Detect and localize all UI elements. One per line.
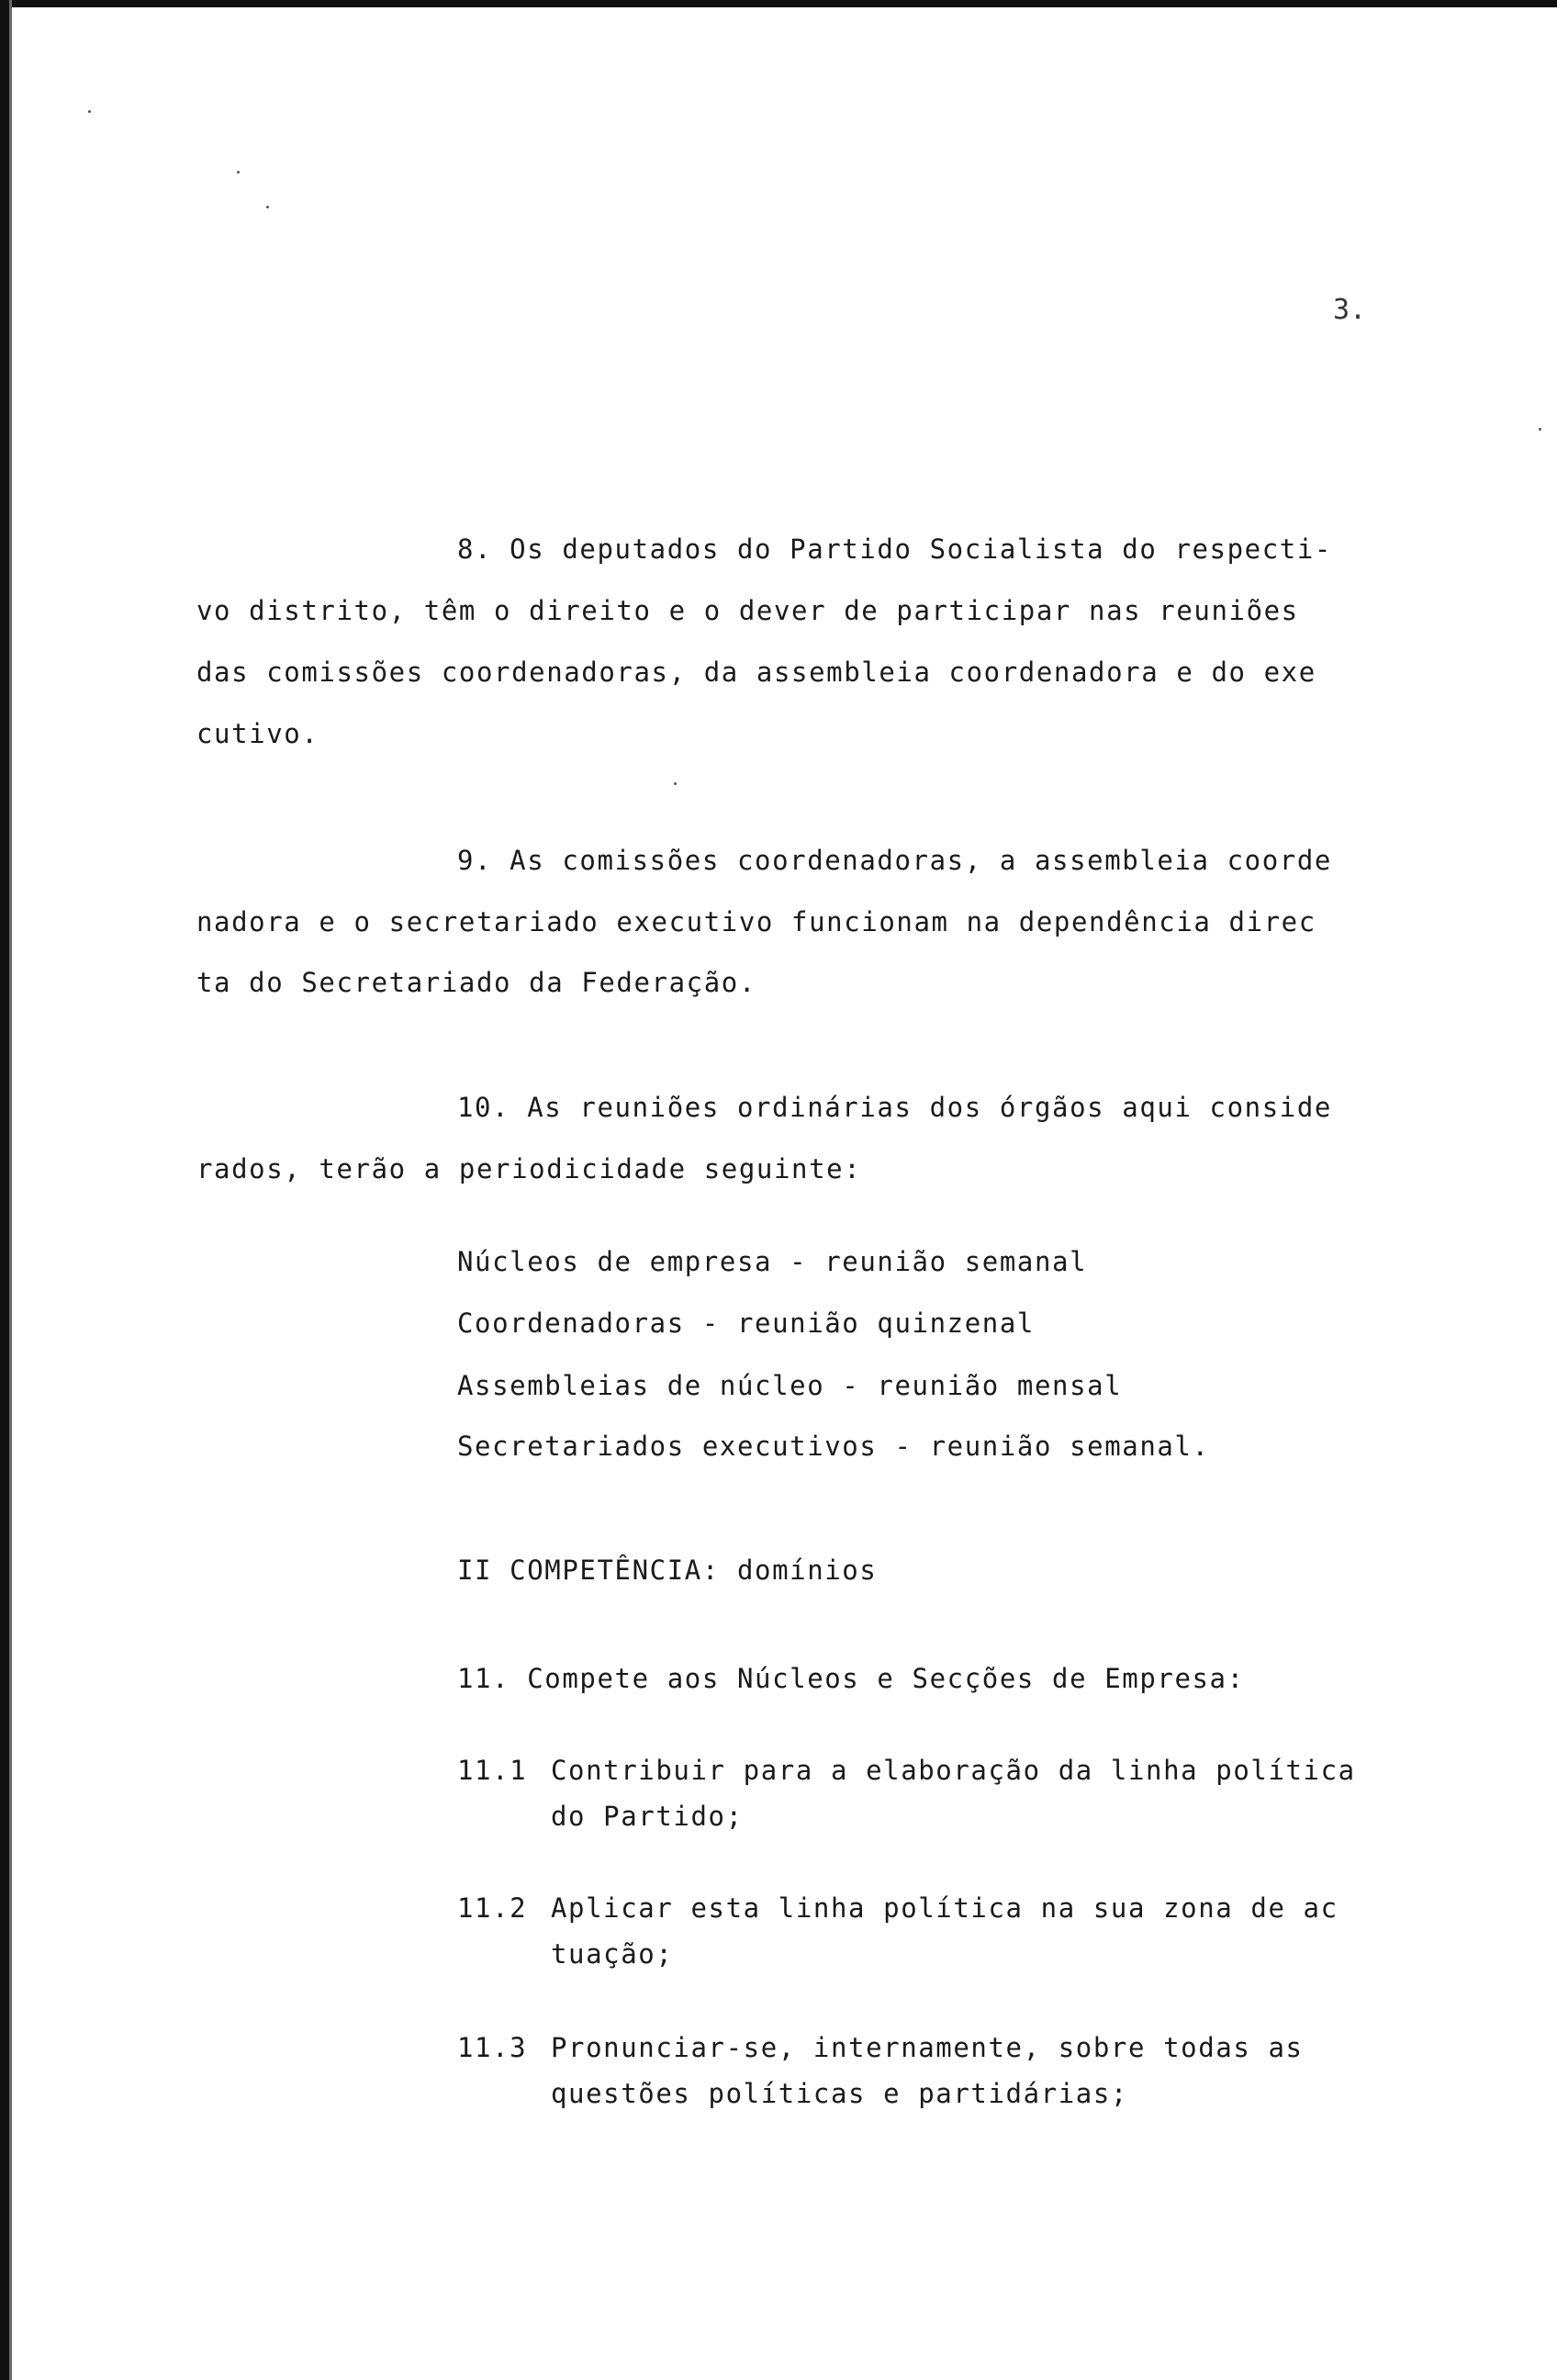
paragraph-8-line-2: vo distrito, têm o direito e o dever de participar nas reuniões (196, 595, 1299, 626)
schedule-item: Coordenadoras - reunião quinzenal (457, 1308, 1035, 1339)
scan-speck (88, 110, 91, 113)
subitem-number: 11.1 (457, 1755, 528, 1786)
paragraph-9-line-2: nadora e o secretariado executivo funcionam na dependência direc (196, 906, 1316, 937)
paragraph-10-line-1: 10. As reuniões ordinárias dos órgãos aqui conside (457, 1092, 1332, 1123)
subitem-text: Pronunciar-se, internamente, sobre todas as (551, 2032, 1304, 2063)
paragraph-9-line-1: 9. As comissões coordenadoras, a assembleia coorde (457, 845, 1332, 876)
scan-speck (1539, 428, 1541, 431)
paragraph-10-line-2: rados, terão a periodicidade seguinte: (196, 1153, 862, 1184)
subitem-text-continuation: do Partido; (551, 1801, 744, 1832)
item-11-intro: 11. Compete aos Núcleos e Secções de Empresa: (457, 1663, 1245, 1694)
schedule-item: Assembleias de núcleo - reunião mensal (457, 1370, 1123, 1401)
subitem-text-continuation: questões políticas e partidárias; (551, 2078, 1128, 2109)
scan-speck (237, 171, 240, 174)
schedule-item: Secretariados executivos - reunião semanal. (457, 1431, 1210, 1462)
subitem-text: Aplicar esta linha política na sua zona de ac (551, 1892, 1339, 1924)
scan-speck (266, 206, 269, 208)
subitem-number: 11.3 (457, 2032, 528, 2063)
paragraph-8-line-3: das comissões coordenadoras, da assembleia coordenadora e do exe (196, 657, 1316, 688)
scan-border-left (0, 0, 9, 2380)
schedule-item: Núcleos de empresa - reunião semanal (457, 1246, 1088, 1277)
paragraph-8-line-1: 8. Os deputados do Partido Socialista do respecti- (457, 533, 1332, 565)
scan-border-left-shadow (9, 0, 12, 2380)
subitem-text-continuation: tuação; (551, 1938, 674, 1970)
paragraph-9-line-3: ta do Secretariado da Federação. (196, 967, 756, 998)
paragraph-8-line-4: cutivo. (196, 718, 319, 749)
subitem-number: 11.2 (457, 1892, 528, 1924)
scan-border-top (0, 0, 1557, 7)
subitem-text: Contribuir para a elaboração da linha política (551, 1755, 1356, 1786)
section-heading: II COMPETÊNCIA: domínios (457, 1555, 878, 1586)
page-number: 3. (1333, 294, 1367, 326)
scan-speck (674, 782, 677, 785)
